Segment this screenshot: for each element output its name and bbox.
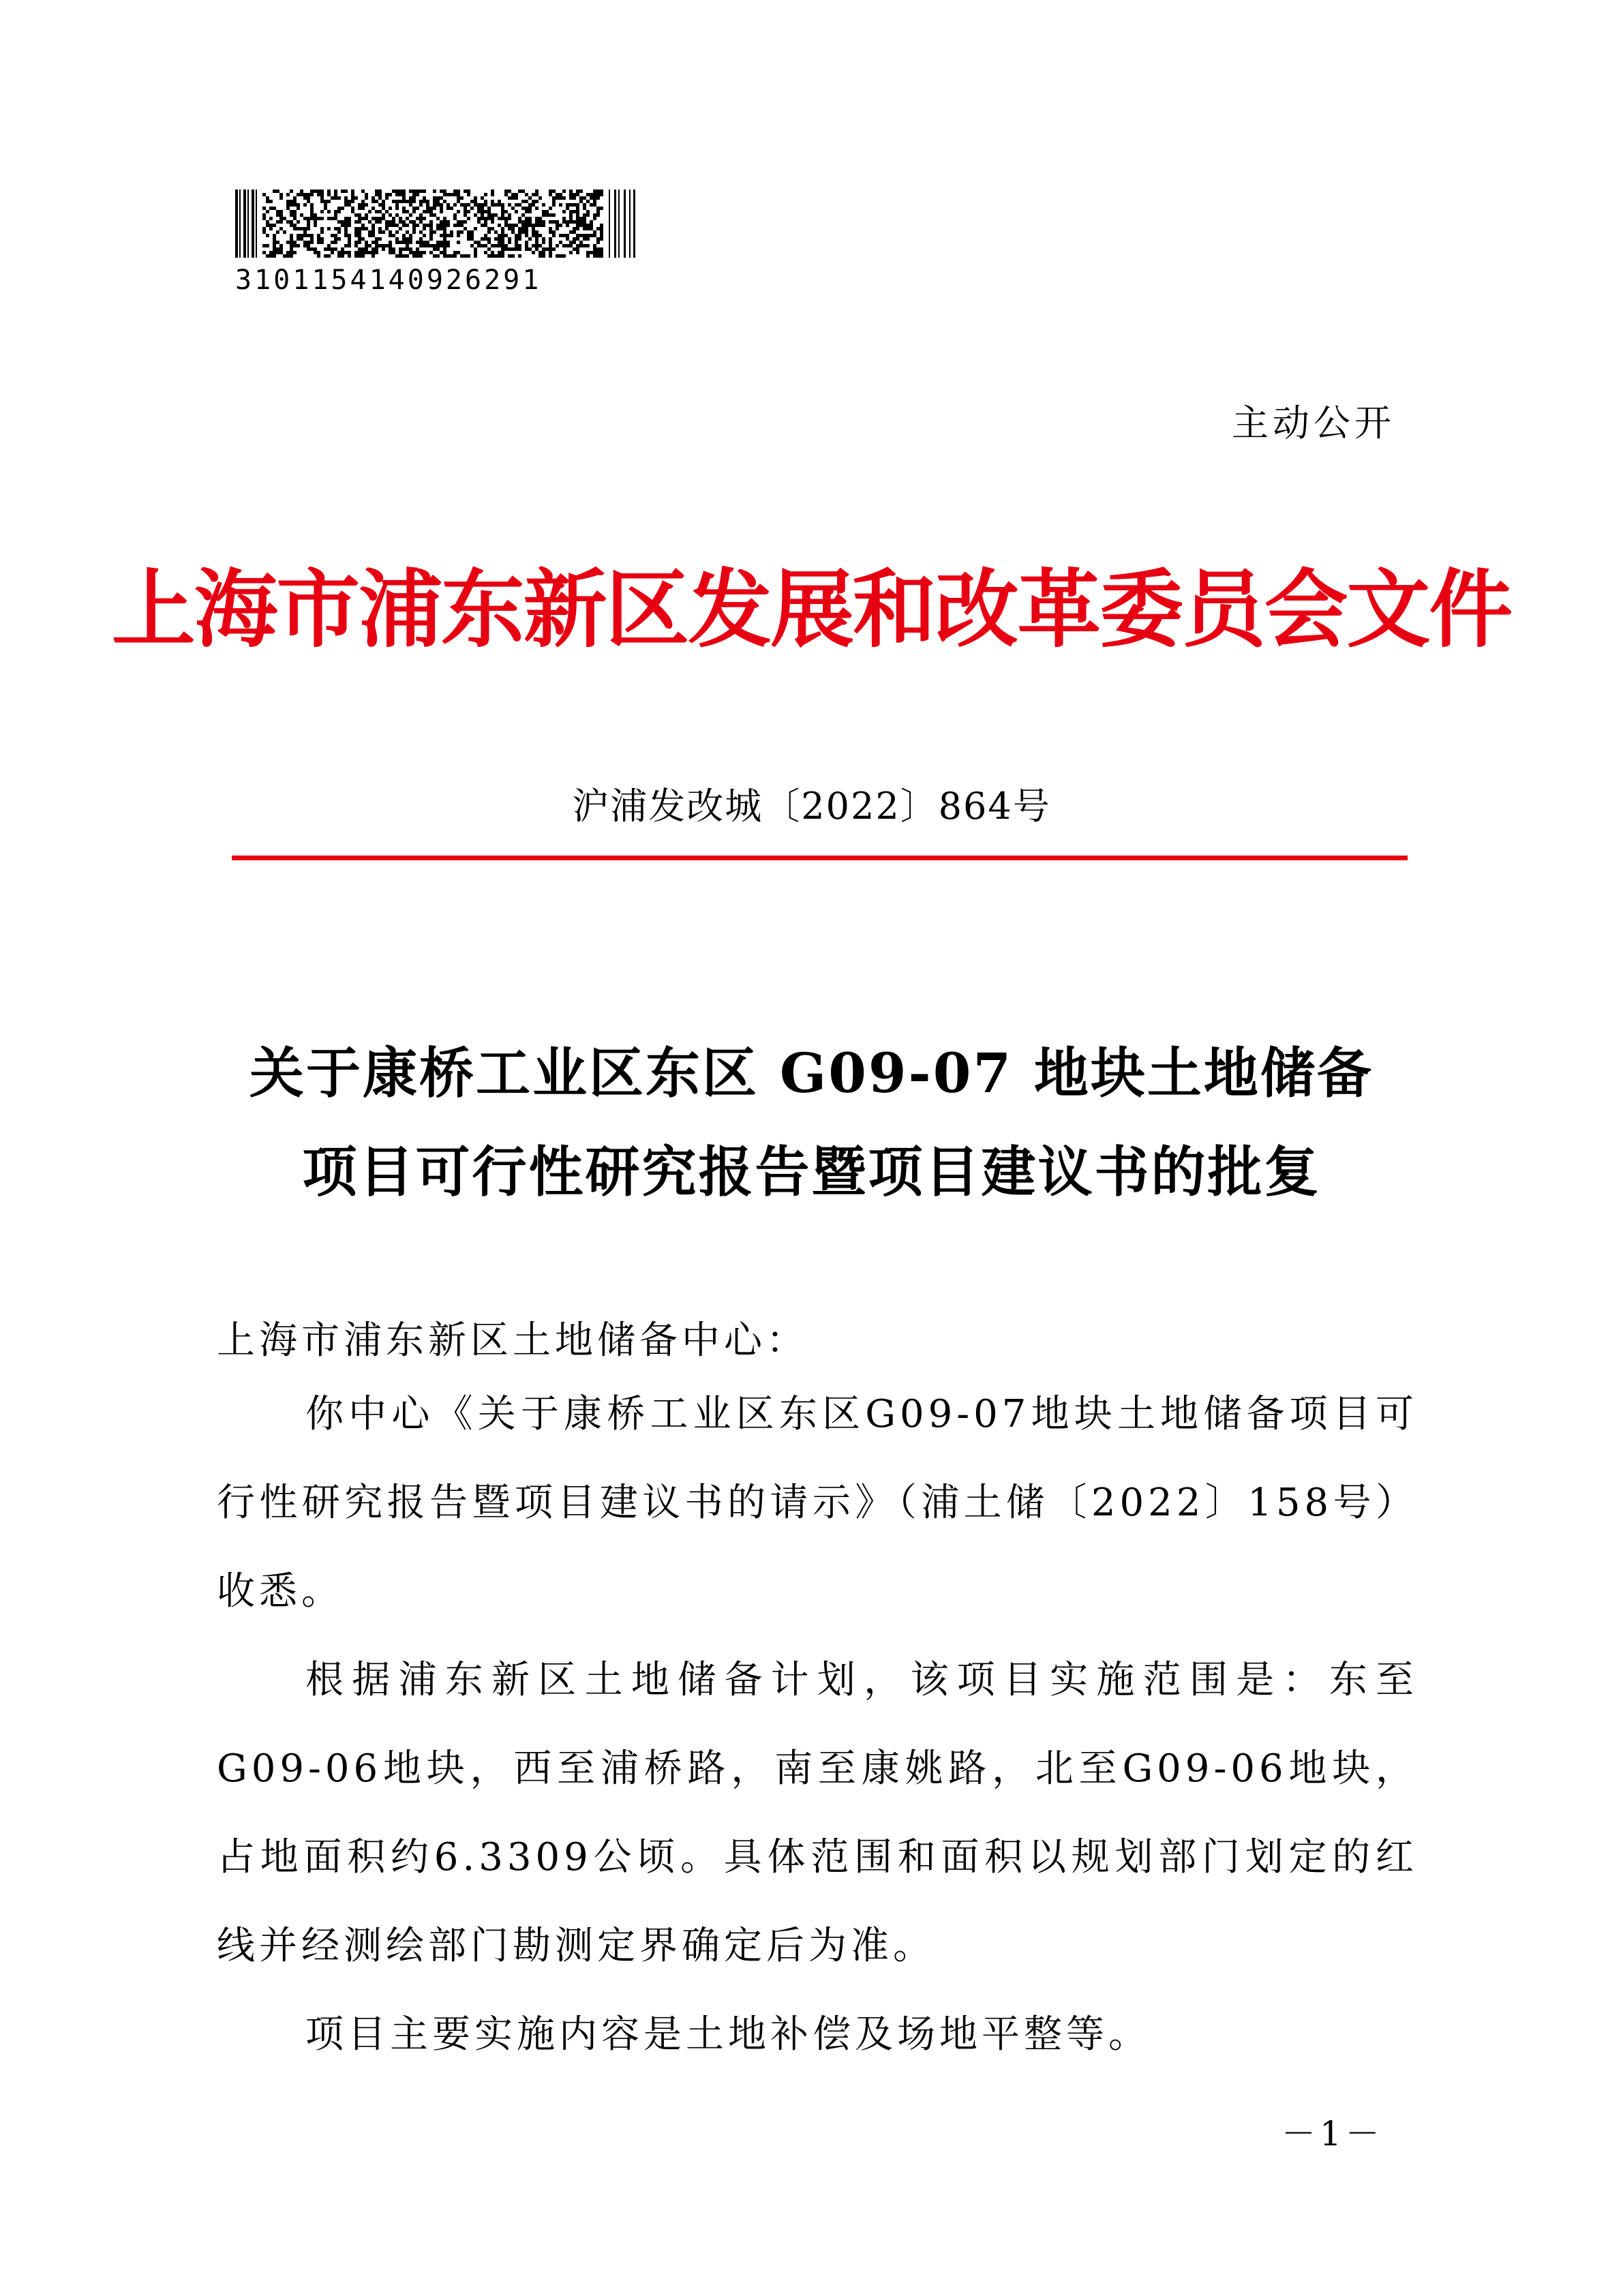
addressee: 上海市浦东新区土地储备中心： — [217, 1318, 808, 1363]
document-title-line-1: 关于康桥工业区东区 G09-07 地块土地储备 — [249, 1041, 1374, 1105]
disclosure-label: 主动公开 — [1232, 402, 1395, 444]
body-paragraph-2: 根据浦东新区土地储备计划，该项目实施范围是：东至G09-06地块，西至浦桥路，南至康姚路，北至G09-06地块，占地面积约6.3309公顷。具体范围和面积以规划部门划定的红线并经测绘部门勘测定界确定后为准。 — [217, 1658, 1418, 1968]
page-number: －1－ — [1281, 2114, 1384, 2154]
body-paragraph-3: 项目主要实施内容是土地补偿及场地平整等。 — [305, 2012, 1151, 2057]
barcode-image — [235, 190, 637, 258]
red-divider-line — [232, 856, 1408, 860]
document-title-line-2: 项目可行性研究报告暨项目建议书的批复 — [302, 1140, 1321, 1204]
document-number: 沪浦发改城〔2022〕864号 — [572, 785, 1051, 828]
barcode-number: 3101154140926291 — [235, 265, 542, 296]
body-paragraph-1: 你中心《关于康桥工业区东区G09-07地块土地储备项目可行性研究报告暨项目建议书的请示》（浦土储〔2022〕158号）收悉。 — [217, 1392, 1418, 1614]
agency-header-title: 上海市浦东新区发展和改革委员会文件 — [111, 564, 1512, 657]
